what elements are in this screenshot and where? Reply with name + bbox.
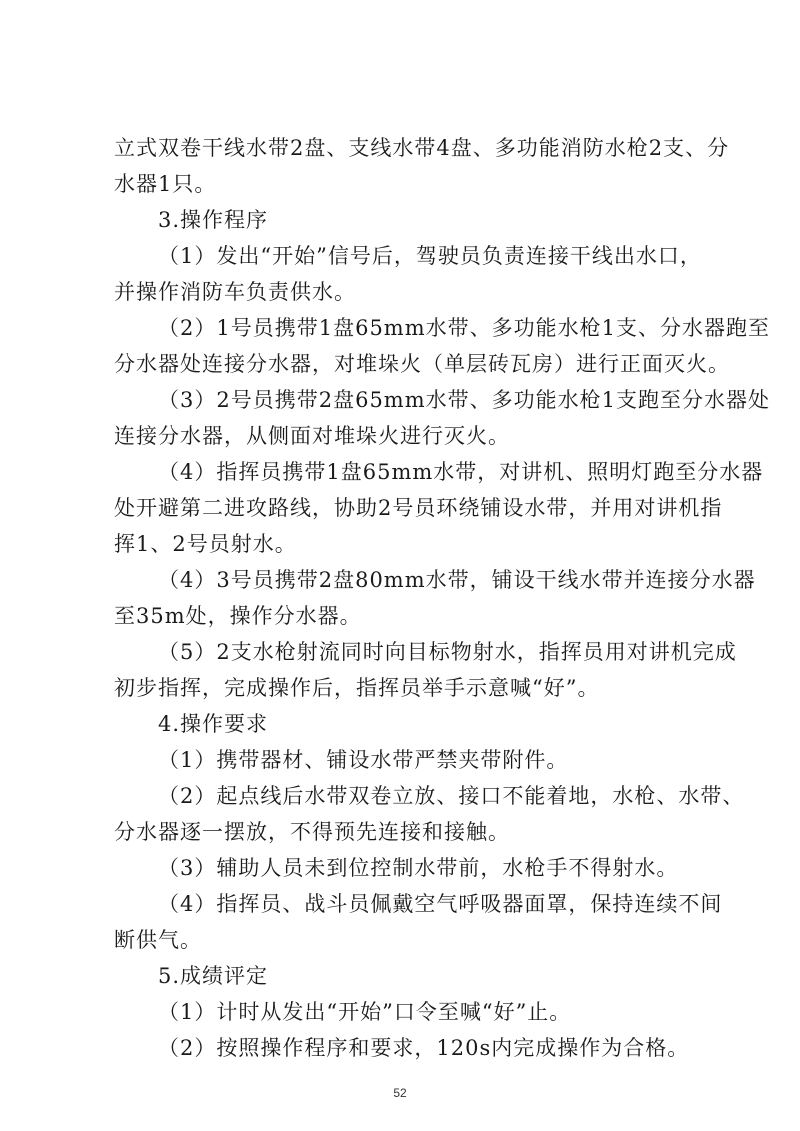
text-line: 水器1只。	[114, 172, 217, 196]
section-heading: 5.成绩评定	[158, 964, 269, 988]
text-line: （3）2号员携带2盘65mm水带、多功能水枪1支跑至分水器处	[158, 388, 770, 412]
text-line: 立式双卷干线水带2盘、支线水带4盘、多功能消防水枪2支、分	[114, 136, 730, 160]
text-line: 挥1、2号员射水。	[114, 532, 297, 556]
page-number: 52	[393, 1086, 407, 1100]
text-line: （2）起点线后水带双卷立放、接口不能着地，水枪、水带、	[158, 784, 745, 808]
text-line: 分水器逐一摆放，不得预先连接和接触。	[114, 820, 510, 844]
text-line: （4）3号员携带2盘80mm水带，铺设干线水带并连接分水器	[158, 568, 756, 592]
text-line: 连接分水器，从侧面对堆垛火进行灭火。	[114, 424, 510, 448]
text-line: 分水器处连接分水器，对堆垛火（单层砖瓦房）进行正面灭火。	[114, 352, 730, 376]
text-line: （4）指挥员、战斗员佩戴空气呼吸器面罩，保持连续不间	[158, 892, 723, 916]
text-line: （1）发出“开始”信号后，驾驶员负责连接干线出水口，	[158, 244, 702, 268]
text-line: 初步指挥，完成操作后，指挥员举手示意喊“好”。	[114, 676, 600, 700]
text-line: 至35m处，操作分水器。	[114, 604, 362, 628]
section-heading: 3.操作程序	[158, 208, 269, 232]
text-line: （2）按照操作程序和要求，120s内完成操作为合格。	[158, 1036, 690, 1060]
text-line: （4）指挥员携带1盘65mm水带，对讲机、照明灯跑至分水器	[158, 460, 764, 484]
text-line: （2）1号员携带1盘65mm水带、多功能水枪1支、分水器跑至	[158, 316, 770, 340]
text-line: 并操作消防车负责供水。	[114, 280, 356, 304]
section-heading: 4.操作要求	[158, 712, 269, 736]
text-line: （1）携带器材、铺设水带严禁夹带附件。	[158, 748, 569, 772]
text-line: （5）2支水枪射流同时向目标物射水，指挥员用对讲机完成	[158, 640, 737, 664]
text-line: 断供气。	[114, 928, 202, 952]
text-line: （1）计时从发出“开始”口令至喊“好”止。	[158, 1000, 572, 1024]
text-line: 处开避第二进攻路线，协助2号员环绕铺设水带，并用对讲机指	[114, 496, 723, 520]
text-line: （3）辅助人员未到位控制水带前，水枪手不得射水。	[158, 856, 679, 880]
